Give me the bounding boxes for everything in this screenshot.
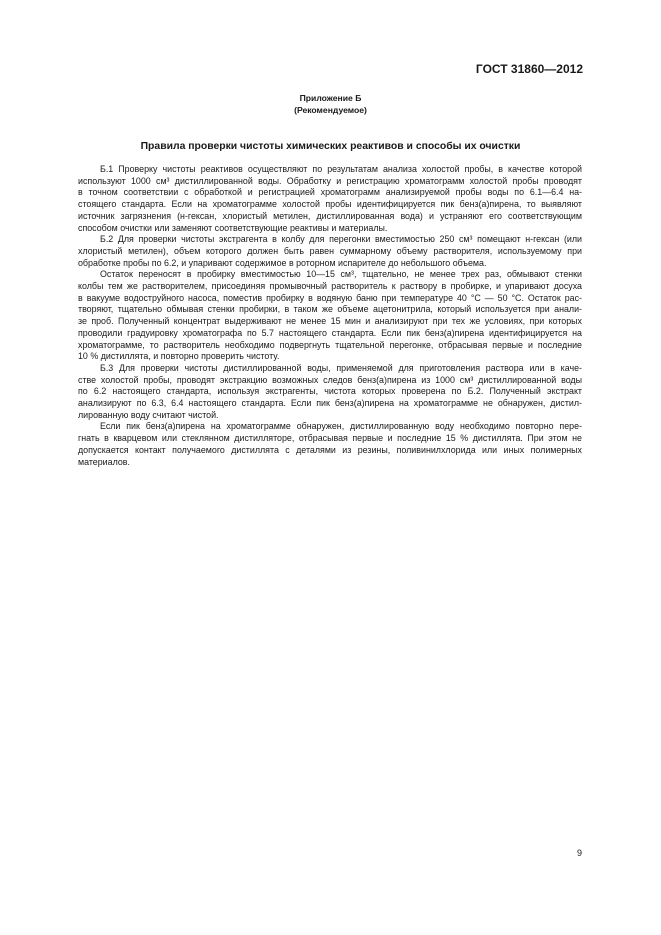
text-line: Если пик бенз(а)пирена на хроматограмме обнаружен, дистиллированную воду необходимо повторно пере-	[100, 421, 582, 432]
text-line: в вакууме водоструйного насоса, поместив пробирку в водяную баню при температуре 40 °С — 50 °С. Остаток рас-	[78, 292, 582, 303]
text-line: анализируют по 6.3, 6.4 настоящего стандарта. Если пик бенз(а)пирена на хроматограмме не обнаружен, дистил-	[78, 398, 582, 409]
text-line: проводили градуировку хроматографа по 5.7 настоящего стандарта. Если пик бенз(а)пирена идентифицируется на	[78, 327, 582, 338]
text-line: стве холостой пробы, проводят экстракцию возможных следов бенз(а)пирена из 1000 см³ дистиллированной воды	[78, 374, 582, 385]
annex-status: (Рекомендуемое)	[294, 105, 367, 115]
text-line: стоящего стандарта. Если на хроматограмме холостой пробы идентифицируется пик бенз(а)пирена, то выявляют	[78, 199, 582, 210]
text-line: творяют, тщательно обмывая стенки пробирки, в таком же объеме ацетонитрила, который используется при анали-	[78, 304, 582, 315]
annex-heading	[0, 92, 661, 116]
paragraph	[78, 363, 582, 422]
text-line: хроматограмме, то растворитель необходимо подвергнуть тщательной перегонке, отбрасывая первые и последние	[78, 339, 582, 350]
standard-number: ГОСТ 31860—2012	[475, 62, 583, 76]
text-line: материалов.	[78, 456, 130, 467]
text-line: обработке пробы по 6.2, и упаривают содержимое в роторном испарителе до небольшого объема.	[78, 257, 487, 268]
text-line: Б.1 Проверку чистоты реактивов осуществляют по результатам анализа холостой пробы, в качестве которой	[100, 164, 582, 174]
text-line: Б.3 Для проверки чистоты дистиллированной воды, применяемой для приготовления раствора или в каче-	[100, 362, 582, 373]
paragraph	[78, 269, 582, 363]
text-line: допускается контакт получаемого дистиллята с деталями из резины, поливинилхлорида или иных полимерных	[78, 444, 582, 455]
text-line: гнать в кварцевом или стеклянном дистилляторе, отбрасывая первые и последние 15 % дистиллята. При этом не	[78, 433, 582, 444]
text-line: в точном соответствии с обработкой и регистрацией хроматограмм анализируемой пробы воды по 6.1—6.4 на-	[78, 187, 582, 198]
document-body	[78, 164, 582, 468]
annex-title: Приложение Б	[299, 93, 362, 103]
paragraph	[78, 421, 582, 468]
section-title: Правила проверки чистоты химических реактивов и способы их очистки	[140, 141, 521, 152]
text-line: 10 % дистиллята, и повторно проверить чистоту.	[78, 351, 280, 362]
text-line: Остаток переносят в пробирку вместимостью 10—15 см³, тщательно, не менее трех раз, обмывают стенки	[100, 269, 582, 280]
text-line: хлористый метилен), объем которого должен быть равен суммарному объему растворителя, используемому при	[78, 245, 582, 256]
page-number: 9	[576, 848, 582, 858]
paragraph	[78, 234, 582, 269]
text-line: колбы тем же растворителем, присоединяя промывочный растворитель к раствору в пробирке, и упаривают досуха	[78, 281, 582, 292]
text-line: лированную воду считают чистой.	[78, 409, 219, 420]
text-line: используют 1000 см³ дистиллированной воды. Обработку и регистрацию хроматограмм холостой пробы проводят	[78, 175, 582, 186]
text-line: зе проб. Полученный концентрат выдерживают не менее 15 мин и анализируют при тех же условиях, при которых	[78, 316, 582, 327]
text-line: источник загрязнения (н-гексан, хлористый метилен, дистиллированная вода) и устраняют его соответствующим	[78, 210, 582, 221]
text-line: Б.2 Для проверки чистоты экстрагента в колбу для перегонки вместимостью 250 см³ помещают н-гексан (или	[100, 234, 582, 245]
paragraph	[78, 164, 582, 234]
text-line: способом очистки или заменяют соответствующие реактивы и материалы.	[78, 222, 388, 233]
text-line: по 6.2 настоящего стандарта, используя экстрагенты, чистота которых проверена по Б.2. Полученный экстракт	[78, 386, 582, 397]
